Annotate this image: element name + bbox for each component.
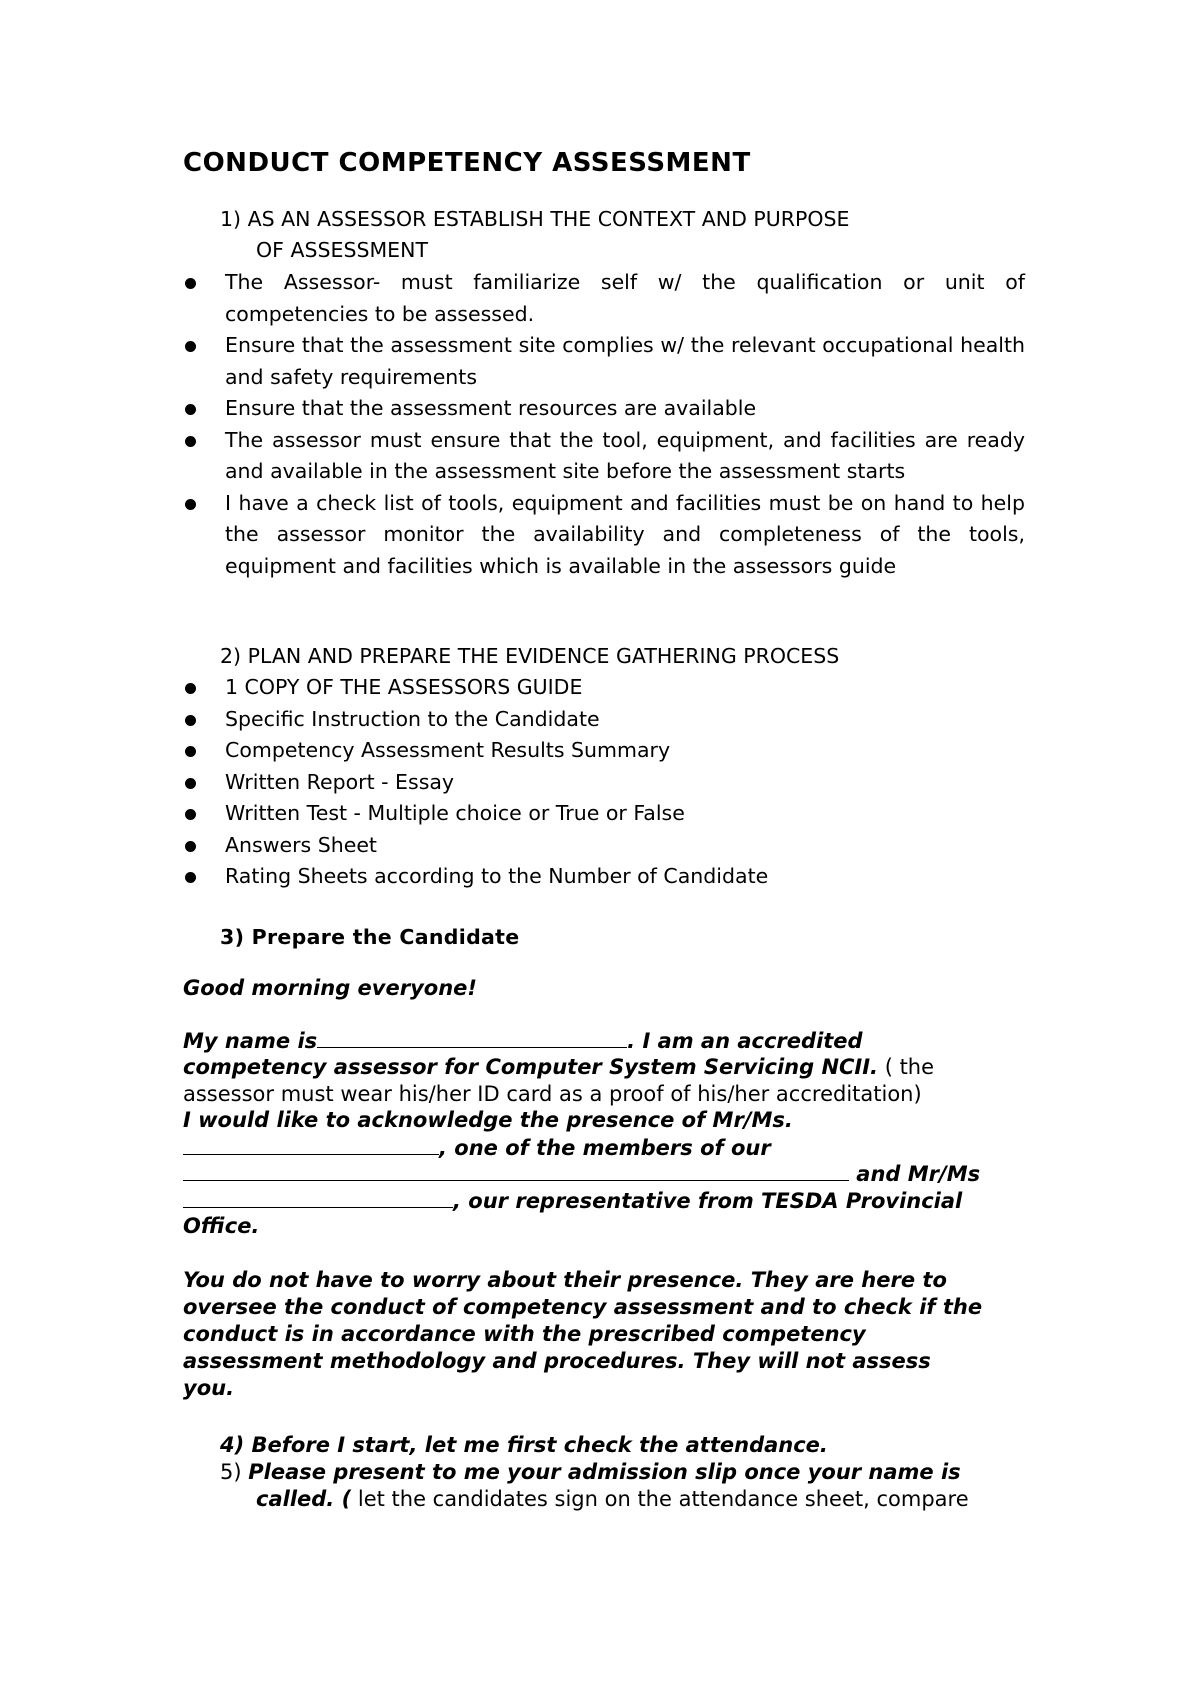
bullet-icon	[185, 499, 196, 510]
introduction-line-1: My name is . I am an accredited	[183, 1029, 863, 1053]
step-5-line-1: 5) Please present to me your admission slip once your name is	[220, 1460, 961, 1484]
step-5-line-2: called. ( let the candidates sign on the attendance sheet, compare	[256, 1487, 969, 1511]
introduction-line-8: Office.	[183, 1214, 260, 1238]
bullet-icon	[185, 841, 196, 852]
name-blank	[317, 1027, 627, 1048]
greeting: Good morning everyone!	[183, 976, 477, 1000]
organization-blank	[183, 1160, 849, 1181]
section-2-bullet-list	[183, 672, 1025, 893]
section-2-heading-text: PLAN AND PREPARE THE EVIDENCE GATHERING PROCESS	[247, 644, 840, 668]
bullet-icon	[185, 746, 196, 757]
introduction-line-4: I would like to acknowledge the presence of Mr/Ms.	[183, 1108, 793, 1132]
section-1-heading	[220, 207, 849, 231]
introduction-line-5: , one of the members of our	[183, 1134, 1043, 1162]
introduction-line-2: competency assessor for Computer System Servicing NCII. ( the	[183, 1055, 935, 1079]
list-item: Written Report - Essay	[183, 767, 1025, 799]
bullet-icon	[185, 715, 196, 726]
list-item: Specific Instruction to the Candidate	[183, 704, 1025, 736]
section-1-heading-line1: AS AN ASSESSOR ESTABLISH THE CONTEXT AND PURPOSE	[247, 207, 850, 231]
bullet-icon	[185, 436, 196, 447]
bullet-icon	[185, 341, 196, 352]
bullet-icon	[185, 278, 196, 289]
section-2-number: 2)	[220, 644, 242, 668]
section-3-number: 3)	[220, 925, 245, 949]
introduction-line-3: assessor must wear his/her ID card as a proof of his/her accreditation)	[183, 1082, 922, 1106]
list-item: The assessor must ensure that the tool, equipment, and facilities are ready and available in the assessment site before the assessment starts	[183, 425, 1025, 488]
section-1-heading-line2: OF ASSESSMENT	[256, 238, 428, 262]
section-1-number: 1)	[220, 207, 242, 231]
list-item: 1 COPY OF THE ASSESSORS GUIDE	[183, 672, 1025, 704]
bullet-icon	[185, 404, 196, 415]
representative-name-blank	[183, 1187, 453, 1208]
bullet-icon	[185, 809, 196, 820]
member-name-blank	[183, 1134, 439, 1155]
section-3-heading	[220, 925, 520, 949]
list-item: Competency Assessment Results Summary	[183, 735, 1025, 767]
bullet-icon	[185, 683, 196, 694]
step-4: 4) Before I start, let me first check the attendance.	[220, 1433, 828, 1457]
section-1-bullet-list	[183, 267, 1025, 582]
bullet-icon	[185, 778, 196, 789]
document-title: CONDUCT COMPETENCY ASSESSMENT	[183, 148, 751, 178]
list-item: I have a check list of tools, equipment and facilities must be on hand to help the assessor monitor the availability and completeness of the tools, equipment and facilities which is available in the assessors guide	[183, 488, 1025, 583]
list-item: Ensure that the assessment site complies w/ the relevant occupational health and safety requirements	[183, 330, 1025, 393]
list-item: The Assessor- must familiarize self w/ the qualification or unit of competencies to be assessed.	[183, 267, 1025, 330]
section-2-heading	[220, 644, 839, 668]
list-item: Ensure that the assessment resources are available	[183, 393, 1025, 425]
reassurance-paragraph: You do not have to worry about their presence. They are here to oversee the conduct of competency assessment and to check if the conduct is in accordance with the prescribed competency assessment methodology and procedures. They will not assess you.	[183, 1268, 983, 1400]
list-item: Written Test - Multiple choice or True or False	[183, 798, 1025, 830]
list-item: Answers Sheet	[183, 830, 1025, 862]
bullet-icon	[185, 872, 196, 883]
introduction-line-7: , our representative from TESDA Provincial	[183, 1187, 1043, 1215]
introduction-line-6: and Mr/Ms	[183, 1160, 1043, 1188]
list-item: Rating Sheets according to the Number of Candidate	[183, 861, 1025, 893]
section-3-heading-text: Prepare the Candidate	[251, 925, 520, 949]
